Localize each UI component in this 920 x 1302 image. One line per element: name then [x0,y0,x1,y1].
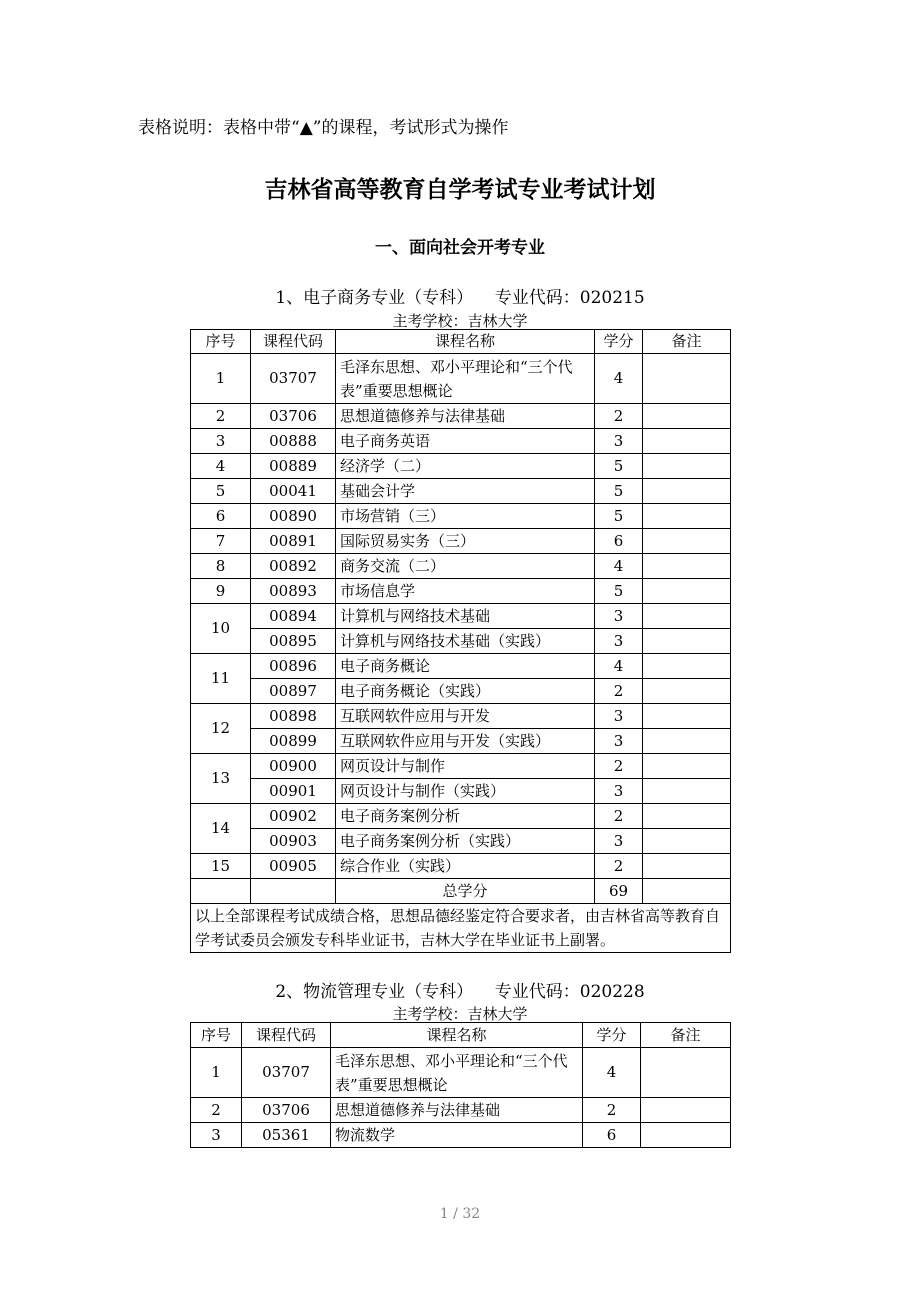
row-no: 2 [191,1098,242,1123]
table-row [191,629,731,654]
row-remark [643,754,731,779]
row-code: 00900 [251,754,336,779]
row-credit: 5 [595,504,643,529]
table-row [191,679,731,704]
total-empty-no [191,879,251,904]
table-row [191,779,731,804]
row-credit: 3 [595,779,643,804]
header-name: 课程名称 [331,1023,583,1048]
table-row [191,754,731,779]
row-credit: 2 [595,754,643,779]
table-row [191,704,731,729]
row-credit: 2 [595,679,643,704]
row-remark [643,729,731,754]
row-name: 电子商务英语 [336,429,595,454]
row-no: 3 [191,1123,242,1148]
header-name: 课程名称 [336,330,595,354]
table-row [191,504,731,529]
table-row [191,429,731,454]
table-row [191,529,731,554]
row-name: 经济学（二） [336,454,595,479]
row-credit: 3 [595,604,643,629]
row-code: 03707 [242,1048,331,1098]
row-no: 5 [191,479,251,504]
row-remark [643,704,731,729]
row-name: 网页设计与制作（实践） [336,779,595,804]
row-no: 7 [191,529,251,554]
row-no: 1 [191,1048,242,1098]
graduation-remark: 以上全部课程考试成绩合格，思想品德经鉴定符合要求者，由吉林省高等教育自学考试委员会颁发专科毕业证书，吉林大学在毕业证书上副署。 [191,904,731,953]
row-name: 电子商务概论（实践） [336,679,595,704]
row-name: 毛泽东思想、邓小平理论和“三个代表”重要思想概论 [331,1048,583,1098]
table-row [191,454,731,479]
row-no: 4 [191,454,251,479]
row-credit: 2 [595,854,643,879]
row-name: 基础会计学 [336,479,595,504]
row-name: 思想道德修养与法律基础 [331,1098,583,1123]
school-label-ecommerce: 主考学校：吉林大学 [392,312,528,330]
row-no: 11 [191,654,251,704]
row-credit: 3 [595,429,643,454]
header-code: 课程代码 [242,1023,331,1048]
table-row [191,579,731,604]
table-row [191,1123,731,1148]
total-label: 总学分 [336,879,595,904]
row-name: 市场信息学 [336,579,595,604]
row-no: 14 [191,804,251,854]
table-row [191,479,731,504]
row-remark [641,1123,731,1148]
course-table-logistics [190,1022,731,1148]
table-row [191,854,731,879]
row-credit: 2 [595,804,643,829]
row-name: 思想道德修养与法律基础 [336,404,595,429]
row-remark [643,504,731,529]
row-code: 00890 [251,504,336,529]
row-remark [643,829,731,854]
table-header-row [191,1023,731,1048]
page-number: 1 / 32 [439,1206,481,1222]
row-name: 电子商务案例分析 [336,804,595,829]
row-credit: 3 [595,829,643,854]
row-code: 00905 [251,854,336,879]
row-remark [643,429,731,454]
row-remark [643,629,731,654]
table-row [191,1048,731,1098]
row-credit: 6 [595,529,643,554]
row-remark [643,404,731,429]
row-credit: 2 [583,1098,641,1123]
row-code: 00891 [251,529,336,554]
row-credit: 4 [595,354,643,404]
header-remark: 备注 [641,1023,731,1048]
row-code: 00903 [251,829,336,854]
header-remark: 备注 [643,330,731,354]
row-no: 1 [191,354,251,404]
row-name: 互联网软件应用与开发 [336,704,595,729]
row-name: 物流数学 [331,1123,583,1148]
row-remark [643,354,731,404]
row-credit: 3 [595,729,643,754]
row-credit: 5 [595,479,643,504]
row-remark [643,804,731,829]
row-remark [643,604,731,629]
row-code: 00041 [251,479,336,504]
row-credit: 4 [583,1048,641,1098]
row-code: 00896 [251,654,336,679]
header-no: 序号 [191,1023,242,1048]
row-remark [643,654,731,679]
header-code: 课程代码 [251,330,336,354]
row-credit: 3 [595,704,643,729]
row-credit: 4 [595,554,643,579]
major-heading-ecommerce: 1、电子商务专业（专科） 专业代码：020215 [275,288,645,308]
row-remark [643,779,731,804]
row-credit: 5 [595,454,643,479]
row-remark [643,454,731,479]
row-code: 00902 [251,804,336,829]
row-name: 毛泽东思想、邓小平理论和“三个代表”重要思想概论 [336,354,595,404]
row-no: 10 [191,604,251,654]
row-name: 综合作业（实践） [336,854,595,879]
row-code: 00889 [251,454,336,479]
row-name: 计算机与网络技术基础（实践） [336,629,595,654]
row-no: 15 [191,854,251,879]
row-remark [643,529,731,554]
row-code: 00892 [251,554,336,579]
section-heading: 一、面向社会开考专业 [375,238,545,258]
row-credit: 5 [595,579,643,604]
row-credit: 3 [595,629,643,654]
table-row [191,1098,731,1123]
row-code: 00901 [251,779,336,804]
row-credit: 6 [583,1123,641,1148]
row-no: 12 [191,704,251,754]
total-row [191,879,731,904]
row-no: 2 [191,404,251,429]
total-empty-remark [643,879,731,904]
row-name: 电子商务概论 [336,654,595,679]
row-remark [641,1098,731,1123]
table-header-row [191,330,731,354]
header-credit: 学分 [583,1023,641,1048]
row-name: 互联网软件应用与开发（实践） [336,729,595,754]
row-code: 00893 [251,579,336,604]
row-code: 05361 [242,1123,331,1148]
table-row [191,354,731,404]
row-remark [643,579,731,604]
total-value: 69 [595,879,643,904]
table-row [191,729,731,754]
document-title: 吉林省高等教育自学考试专业考试计划 [264,177,656,203]
total-empty-code [251,879,336,904]
row-name: 电子商务案例分析（实践） [336,829,595,854]
row-name: 计算机与网络技术基础 [336,604,595,629]
table-row [191,554,731,579]
row-code: 00895 [251,629,336,654]
table-row [191,604,731,629]
row-credit: 4 [595,654,643,679]
header-no: 序号 [191,330,251,354]
row-code: 00899 [251,729,336,754]
row-name: 市场营销（三） [336,504,595,529]
major-heading-logistics: 2、物流管理专业（专科） 专业代码：020228 [275,982,645,1002]
table-row [191,829,731,854]
table-note: 表格说明：表格中带“▲”的课程，考试形式为操作 [138,118,509,138]
row-code: 00897 [251,679,336,704]
row-code: 00888 [251,429,336,454]
row-no: 6 [191,504,251,529]
row-no: 8 [191,554,251,579]
table-row [191,654,731,679]
row-remark [643,679,731,704]
row-code: 00898 [251,704,336,729]
table-row [191,804,731,829]
school-label-logistics: 主考学校：吉林大学 [392,1005,528,1023]
row-no: 9 [191,579,251,604]
row-name: 国际贸易实务（三） [336,529,595,554]
header-credit: 学分 [595,330,643,354]
row-remark [641,1048,731,1098]
row-name: 网页设计与制作 [336,754,595,779]
row-name: 商务交流（二） [336,554,595,579]
row-no: 13 [191,754,251,804]
row-remark [643,479,731,504]
row-credit: 2 [595,404,643,429]
row-remark [643,554,731,579]
course-table-ecommerce [190,329,731,953]
table-row [191,404,731,429]
row-remark [643,854,731,879]
row-code: 00894 [251,604,336,629]
remark-row [191,904,731,953]
row-no: 3 [191,429,251,454]
row-code: 03706 [251,404,336,429]
row-code: 03706 [242,1098,331,1123]
row-code: 03707 [251,354,336,404]
